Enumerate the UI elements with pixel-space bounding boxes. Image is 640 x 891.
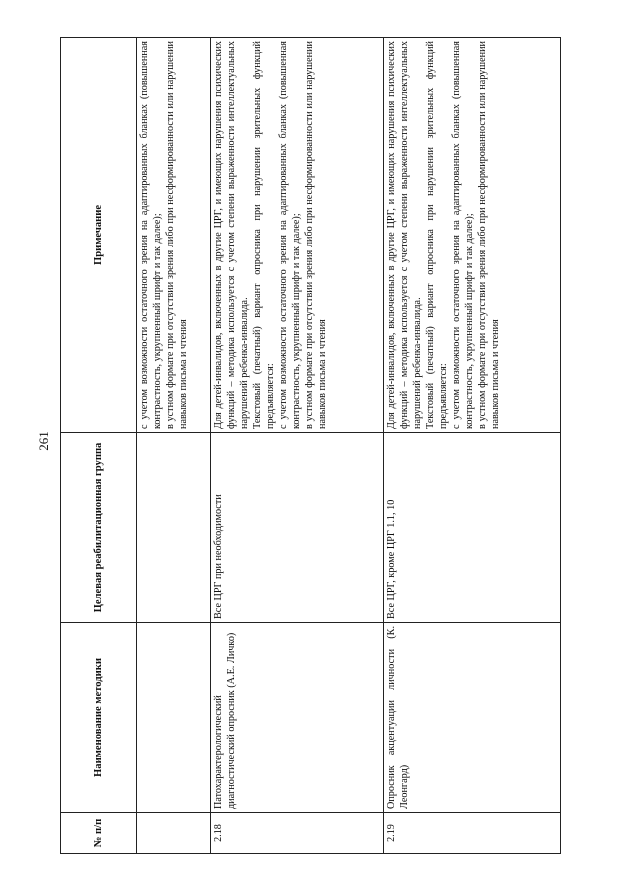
page-number: 261 — [36, 431, 51, 451]
row-method-name: Патохарактерологический диагностический опросник (А.Е. Личко) — [211, 623, 384, 813]
note-paragraph: Для детей-инвалидов, включенных в другие ЦРГ, и имеющих нарушения психических функций – методика используется с учетом степени выраженности интеллектуальных нарушений ребенка-инвалида. — [213, 41, 251, 429]
methods-table — [60, 37, 561, 854]
note-paragraph: Для детей-инвалидов, включенных в другие ЦРГ, и имеющих нарушения психических функций – методика используется с учетом степени выраженности интеллектуальных нарушений ребенка-инвалида. — [386, 41, 424, 429]
note-paragraph: в устном формате при отсутствии зрения либо при несформированности или нарушении навыков письма и чтения — [477, 41, 502, 429]
row-note — [211, 38, 384, 433]
header-note: Примечание — [61, 38, 137, 433]
header-method-name: Наименование методики — [61, 623, 137, 813]
row-target-group: Все ЦРГ, кроме ЦРГ 1.1, 10 — [384, 433, 561, 623]
rotated-page — [60, 37, 560, 854]
row-method-name: Опросник акцентуации личности (К. Леонгард) — [384, 623, 561, 813]
row-num: 2.19 — [384, 813, 561, 854]
cont-note-cell — [137, 38, 211, 433]
row-num: 2.18 — [211, 813, 384, 854]
row-target-group: Все ЦРГ при необходимости — [211, 433, 384, 623]
row-note — [384, 38, 561, 433]
table-header-row — [61, 38, 137, 854]
header-target-group: Целевая реабилитационная группа — [61, 433, 137, 623]
note-paragraph: с учетом возможности остаточного зрения на адаптированных бланках (повышенная контрастность, укрупненный шрифт и так далее); — [139, 41, 164, 429]
table-row — [384, 38, 561, 854]
note-paragraph: Текстовый (печатный) вариант опросника при нарушении зрительных функций предъявляется: — [252, 41, 277, 429]
table-row — [211, 38, 384, 854]
cont-name-cell — [137, 623, 211, 813]
header-num: № п/п — [61, 813, 137, 854]
table-row-continuation — [137, 38, 211, 854]
note-paragraph: с учетом возможности остаточного зрения на адаптированных бланках (повышенная контрастность, укрупненный шрифт и так далее); — [451, 41, 476, 429]
cont-group-cell — [137, 433, 211, 623]
note-paragraph: в устном формате при отсутствии зрения либо при несформированности или нарушении навыков письма и чтения — [304, 41, 329, 429]
note-paragraph: в устном формате при отсутствии зрения либо при несформированности или нарушении навыков письма и чтения — [165, 41, 190, 429]
note-paragraph: Текстовый (печатный) вариант опросника при нарушении зрительных функций предъявляется: — [425, 41, 450, 429]
cont-num-cell — [137, 813, 211, 854]
note-paragraph: с учетом возможности остаточного зрения на адаптированных бланках (повышенная контрастность, укрупненный шрифт и так далее); — [278, 41, 303, 429]
